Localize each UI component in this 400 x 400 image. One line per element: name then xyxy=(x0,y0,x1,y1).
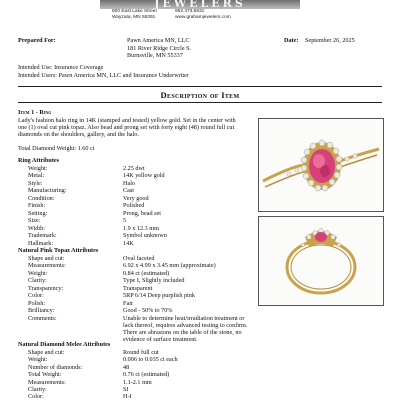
prepared-for-label: Prepared For: xyxy=(18,37,56,44)
ring-top-view-image xyxy=(259,119,383,211)
ring-side-view-image xyxy=(259,217,383,305)
ring-attr-label: Trademark: xyxy=(28,232,57,239)
intended-users: Intended Users: Pawn America MN, LLC and Insurance Underwriter xyxy=(18,71,189,79)
ring-attr-label: Size: xyxy=(28,217,41,224)
topaz-attr-label: Polish: xyxy=(28,299,46,307)
ring-attr-value: Halo xyxy=(123,179,136,187)
melee-attr-label: Measurements: xyxy=(28,378,66,386)
logo-text: JEWELERS xyxy=(154,0,246,10)
melee-attr-value: 48 xyxy=(123,363,130,371)
topaz-attr-value: Fair xyxy=(123,299,133,307)
ring-attributes-heading: Ring Attributes xyxy=(18,157,60,164)
ring-attr-value: Prong, bead set xyxy=(123,209,161,217)
ring-attr-value: 2.25 dwt xyxy=(123,164,145,172)
ring-attr-value: Very good xyxy=(123,194,149,202)
phone: 952.473.6931 xyxy=(175,9,205,14)
website[interactable]: www.grahamjewelers.com xyxy=(175,15,231,20)
melee-attr-label: Shape and cut: xyxy=(28,348,65,356)
melee-attr-label: Total Weight: xyxy=(28,371,62,378)
client-name: Pawn America MN, LLC xyxy=(127,37,190,44)
melee-attr-label: Weight: xyxy=(28,356,48,363)
ring-attr-label: Setting: xyxy=(28,209,48,217)
ring-attr-value: Polished xyxy=(123,202,145,209)
date-value: September 26, 2025 xyxy=(305,37,355,44)
topaz-attr-value: Transparent xyxy=(123,284,153,292)
ring-photo-top xyxy=(258,118,384,212)
topaz-attr-value: 6.92 x 4.99 x 3.45 mm (approximate) xyxy=(123,262,216,269)
ring-attr-value: Cast xyxy=(123,187,135,194)
topaz-attr-value: Type I, Slightly included xyxy=(123,277,185,284)
topaz-attr-value: Oval faceted xyxy=(123,254,155,262)
melee-attr-value: Round full cut xyxy=(123,348,159,356)
address-line1: 800 East Lake Street xyxy=(112,9,157,14)
topaz-attr-label: Brilliancy: xyxy=(28,307,55,314)
ring-attr-label: Manufacturing: xyxy=(28,187,67,194)
topaz-attr-value: Good - 50% to 70% xyxy=(123,307,173,314)
melee-attr-value: 1.1-2.1 mm xyxy=(123,378,152,386)
date-label: Date: xyxy=(284,37,299,44)
melee-attributes-heading: Natural Diamond Melee Attributes xyxy=(18,341,111,348)
melee-attr-value: 0.006 to 0.035 ct each xyxy=(123,356,178,363)
topaz-attr-label: Color: xyxy=(28,292,44,299)
topaz-attr-value: 5RP 6/14 Deep purplish pink xyxy=(123,292,195,299)
topaz-attr-label: Transparency: xyxy=(28,284,64,292)
ring-attr-label: Hallmark: xyxy=(28,239,54,247)
ring-attr-value: 14K yellow gold xyxy=(123,172,165,179)
melee-attr-value: 0.76 ct (estimated) xyxy=(123,371,170,378)
melee-attr-value: SI xyxy=(123,386,129,393)
intended-use: Intended Use: Insurance Coverage xyxy=(18,64,104,71)
ring-attr-value: Symbol unknown xyxy=(123,232,167,239)
ring-attr-label: Weight: xyxy=(28,164,48,172)
ring-attr-label: Finish: xyxy=(28,202,46,209)
topaz-attributes-heading: Natural Pink Topaz Attributes xyxy=(18,247,99,254)
melee-attr-label: Color: xyxy=(28,393,44,400)
topaz-attr-label: Weight: xyxy=(28,269,48,277)
ring-attr-value: 14K xyxy=(123,239,134,247)
melee-attr-value: H-I xyxy=(123,393,132,400)
item-heading: Item 1 - Ring xyxy=(18,109,52,116)
ring-attr-label: Metal: xyxy=(28,172,45,179)
section-title: Description of Item xyxy=(160,90,240,100)
client-city: Burnsville, MN 55337 xyxy=(127,52,183,59)
ring-attr-label: Style: xyxy=(28,179,43,187)
client-street: 181 River Ridge Circle S. xyxy=(127,44,192,52)
item-description: Lady's fashion halo ring in 14K (stamped and tested) yellow gold. Set in the center with one (1) oval cut pink topaz. Also bead and prong set with forty eight (48) round full cut diamonds on the shoulders, gallery, and the halo. xyxy=(18,117,236,139)
ring-attr-label: Condition: xyxy=(28,194,55,202)
topaz-comments-value: Unable to determine heat/irradiation treatment or lack thereof, requires advanced testing to confirm. There are abrasions on the table of the stone, no evidence of surface treatment. xyxy=(123,314,248,344)
topaz-attr-label: Shape and cut: xyxy=(28,254,65,262)
ring-attr-value: 1.9 x 12.3 mm xyxy=(123,224,159,232)
melee-attr-label: Number of diamonds: xyxy=(28,363,83,371)
topaz-attr-value: 0.84 ct (estimated) xyxy=(123,269,170,277)
topaz-attr-label: Measurements: xyxy=(28,262,66,269)
address-line2: Wayzata, MN 55391 xyxy=(112,15,156,20)
ring-attr-value: 5 xyxy=(123,217,127,224)
ring-photo-side xyxy=(258,216,384,306)
melee-attr-label: Clarity: xyxy=(28,386,47,393)
total-diamond-weight: Total Diamond Weight: 1.60 ct xyxy=(18,145,95,152)
topaz-attr-label: Clarity: xyxy=(28,277,47,284)
ring-attr-label: Width: xyxy=(28,224,45,232)
topaz-attr-label: Comments: xyxy=(28,314,57,322)
